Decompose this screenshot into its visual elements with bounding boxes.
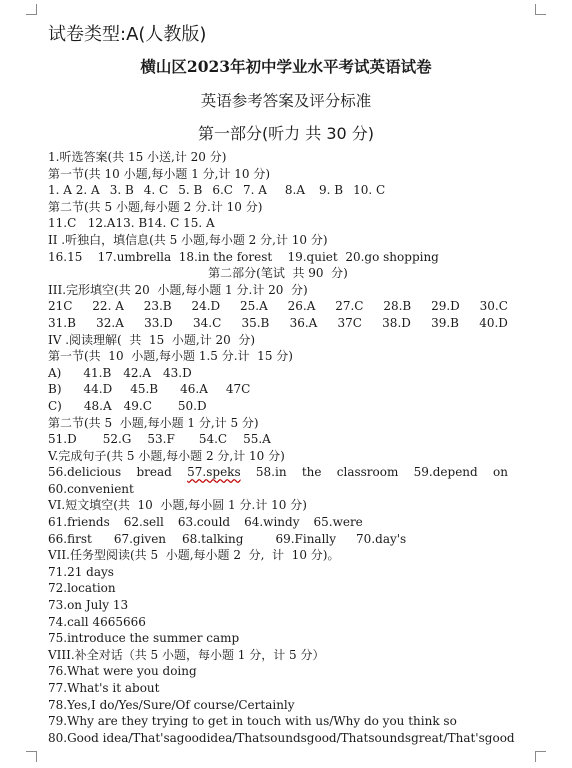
answer-item: good — [176, 730, 207, 745]
answer-row — [48, 365, 508, 382]
answer-row: 77.What's it about — [48, 681, 160, 695]
answer-item: sounds — [264, 730, 307, 745]
answer-item: 21C — [48, 299, 73, 314]
answer-item: 23.B — [143, 299, 172, 314]
answer-item: good/That — [306, 730, 369, 745]
answer-item: 8.A — [284, 183, 306, 198]
answer-item: 63.could — [177, 515, 231, 530]
answer-item: 45.B — [130, 382, 159, 397]
crop-mark-bottom-right — [535, 751, 546, 762]
answer-item: 7. A — [242, 183, 267, 198]
answer-item: 80.Good idea/That's — [48, 730, 170, 745]
answer-item: 4. C — [143, 183, 169, 198]
section-heading: II .听独白，填信息(共 5 小题,每小题 2 分,计 10 分) — [48, 232, 328, 247]
answer-row: 73.on July 13 — [48, 598, 129, 613]
answer-item: 34.C — [192, 315, 222, 330]
answer-item: 28.B — [383, 299, 412, 314]
answer-item: 59.depend — [413, 465, 478, 480]
answer-item: A) — [48, 365, 62, 380]
crop-mark-bottom-left — [26, 751, 37, 762]
answer-item: classroom — [336, 465, 399, 480]
answer-row: 74.call 4665666 — [48, 614, 146, 629]
answer-item: 33.D — [144, 315, 173, 330]
answer-row: 71.21 days — [48, 564, 114, 579]
answer-item: 69.Finally — [275, 531, 337, 546]
answer-item: 62.sell — [123, 515, 164, 530]
answer-item: 66.first — [48, 531, 92, 546]
answer-item: bread — [136, 465, 172, 480]
answer-item: idea/That — [206, 730, 265, 745]
answer-item: 27.C — [335, 299, 364, 314]
answer-row: 78.Yes,I do/Yes/Sure/Of course/Certainly — [48, 697, 295, 712]
answer-item: 39.B — [431, 315, 459, 330]
answer-item: 64.windy — [244, 515, 300, 530]
answer-item: 58.in — [255, 465, 287, 480]
answer-item: 24.D — [191, 299, 221, 314]
answer-row — [48, 531, 508, 548]
answer-item: the — [301, 465, 322, 480]
part-two-heading: 第二部分(笔试 共 90 分) — [208, 266, 348, 281]
answer-item: 36.A — [289, 315, 318, 330]
answer-row: 60.convenient — [48, 481, 134, 496]
section-heading: 第二节(共 5 小题,每小题 2 分.计 10 分) — [48, 199, 263, 214]
answer-item: 32.A — [96, 315, 124, 330]
answer-item: B) — [48, 382, 62, 397]
section-heading: 第二节(共 5 小题,每小题 1 分,计 5 分) — [48, 415, 259, 430]
exam-title: 横山区2023年初中学业水平考试英语试卷 — [140, 57, 432, 76]
answer-item: 25.A — [240, 299, 268, 314]
answer-item: on — [492, 465, 508, 480]
answer-item: 6.C — [212, 183, 233, 198]
section-heading: 第一节(共 10 小题,每小题 1.5 分.计 15 分) — [48, 349, 293, 364]
answer-item: 49.C — [123, 398, 152, 413]
answer-row: 75.introduce the summer camp — [48, 631, 240, 646]
answer-item: 53.F — [147, 432, 175, 447]
answer-item: 41.B — [83, 365, 112, 380]
answer-row — [48, 730, 515, 747]
answer-item: 70.day's — [356, 531, 407, 546]
answer-row: 11.C 12.A13. B14. C 15. A — [48, 216, 215, 231]
answer-row: 76.What were you doing — [48, 664, 197, 679]
paper-type-label: 试卷类型:A(人教版) — [48, 24, 207, 45]
section-heading: VI.短文填空(共 10 小题,每小圆 1 分.计 10 分) — [48, 498, 307, 513]
answer-item: good — [484, 730, 515, 745]
section-heading: VII.任务型阅读(共 5 小题,每小题 2 分, 计 10 分)。 — [48, 548, 340, 563]
answer-row — [48, 514, 508, 531]
answer-content — [48, 149, 515, 746]
answer-item: 37C — [337, 315, 362, 330]
answer-row — [48, 182, 508, 199]
answer-item: 31.B — [48, 315, 76, 330]
part-one-heading: 第一部分(听力 共 30 分) — [197, 124, 375, 143]
answer-item: 9. B — [319, 183, 344, 198]
crop-mark-top-left — [26, 4, 37, 15]
answer-item: 46.A — [180, 382, 208, 397]
answer-item: sounds — [368, 730, 412, 745]
answer-item: 40.D — [479, 315, 508, 330]
answer-item: great/That's — [411, 730, 485, 745]
answer-item: 65.were — [313, 515, 363, 530]
answer-row — [48, 431, 508, 448]
answer-item: 22. A — [92, 299, 124, 314]
answer-item: 5. B — [178, 183, 203, 198]
answer-item: 35.B — [241, 315, 270, 330]
answer-row — [48, 381, 508, 398]
answer-item: 48.A — [83, 398, 112, 413]
answer-item: 55.A — [243, 432, 271, 447]
section-heading: IV .阅读理解( 共 15 小题,计 20 分) — [48, 332, 256, 347]
answer-item: 68.talking — [182, 531, 244, 546]
answer-row: 72.location — [48, 581, 116, 596]
answer-row — [48, 464, 508, 481]
answer-item: C) — [48, 398, 62, 413]
answer-item: 3. B — [109, 183, 134, 198]
section-heading: 1.听选答案(共 15 小送,计 20 分) — [48, 150, 227, 164]
answer-item: 1. A 2. A — [48, 183, 100, 198]
answer-item: 52.G — [102, 432, 132, 447]
answer-item: 56.delicious — [48, 465, 122, 480]
answer-item: a — [169, 730, 177, 745]
answer-item: 26.A — [287, 299, 316, 314]
answer-item: 50.D — [177, 398, 207, 413]
section-heading: 第一节(共 10 小题,每小题 1 分,计 10 分) — [48, 166, 271, 181]
answer-row — [48, 298, 508, 315]
crop-mark-top-right — [535, 4, 546, 15]
answer-item: 42.A — [123, 365, 152, 380]
answer-item: 10. C — [353, 183, 386, 198]
section-heading: V.完成句子(共 5 小题,每小题 2 分,计 10 分) — [48, 448, 285, 463]
answer-item: 61.friends — [48, 515, 110, 530]
answer-row: 79.Why are they trying to get in touch with us/Why do you think so — [48, 714, 457, 729]
answer-item: 30.C — [479, 299, 508, 314]
section-heading: III.完形填空(共 20 小题,每小题 1 分.计 20 分) — [48, 282, 308, 297]
answer-row — [48, 398, 508, 415]
answer-item: 57.speks — [187, 465, 241, 480]
section-heading: VIII.补全对话（共 5 小题，每小题 1 分，计 5 分） — [48, 647, 325, 662]
answer-item: 44.D — [83, 382, 113, 397]
answer-item: 47C — [225, 382, 251, 397]
answer-item: 43.D — [163, 365, 192, 380]
answer-item: 54.C — [198, 432, 228, 447]
answer-row — [48, 315, 508, 332]
answer-item: 29.D — [431, 299, 460, 314]
answer-key-subtitle: 英语参考答案及评分标准 — [200, 92, 372, 110]
answer-row: 16.15 17.umbrella 18.in the forest 19.quiet 20.go shopping — [48, 249, 439, 264]
answer-item: 38.D — [382, 315, 411, 330]
answer-item: 51.D — [48, 432, 77, 447]
answer-item: 67.given — [113, 531, 167, 546]
